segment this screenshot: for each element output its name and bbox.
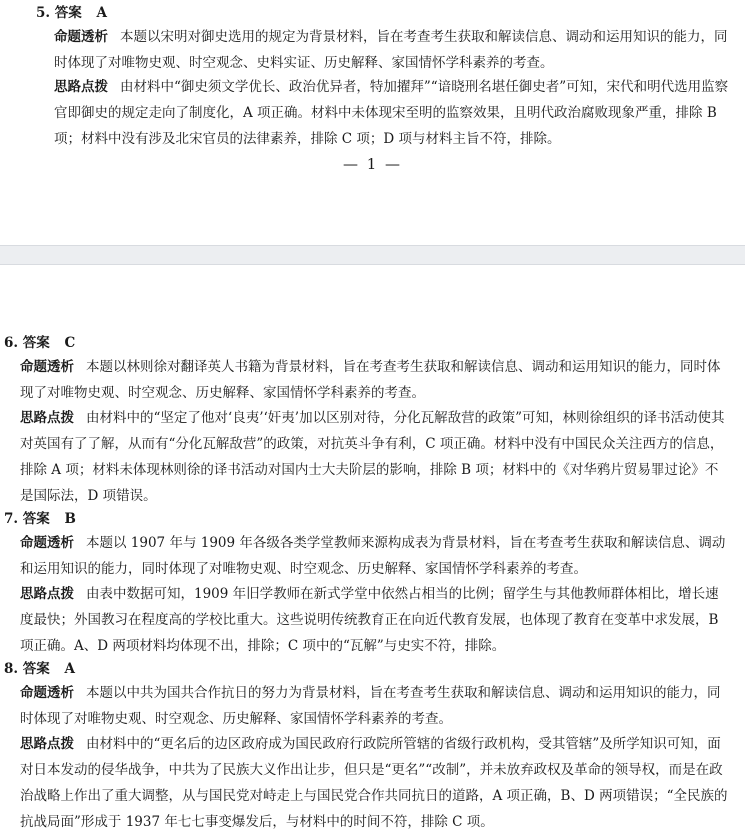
item-8-number: 8. [4, 661, 19, 677]
item-6-answer-label: 答案 [22, 335, 50, 351]
item-5-analysis-label: 命题透析 [54, 29, 108, 45]
item-5-answer-line [36, 2, 107, 24]
item-6-answer: C [64, 335, 76, 351]
item-8-analysis [20, 680, 728, 732]
item-6-analysis-text: 本题以林则徐对翻译英人书籍为背景材料，旨在考查考生获取和解读信息、调动和运用知识的能力，同时体现了对唯物史观、时空观念、历史解释、家国情怀学科素养的考查。 [20, 359, 721, 401]
item-7-hint [20, 581, 728, 659]
item-8-answer-line [4, 658, 75, 680]
item-7-analysis-label: 命题透析 [20, 535, 74, 551]
item-8-analysis-text: 本题以中共为国共合作抗日的努力为背景材料，旨在考查考生获取和解读信息、调动和运用知识的能力，同时体现了对唯物史观、时空观念、历史解释、家国情怀学科素养的考查。 [20, 685, 721, 727]
item-7-analysis [20, 530, 728, 582]
page-2 [0, 265, 745, 830]
item-6-hint [20, 405, 728, 509]
item-7-hint-text: 由表中数据可知，1909 年旧学教师在新式学堂中依然占相当的比例；留学生与其他教师群体相比，增长速度最快；外国教习在程度高的学校比重大。这些说明传统教育正在向近代教育发展，也体现了教育在变革中求发展，B 项正确。A、D 两项材料均体现不出，排除；C 项中的“瓦解”与史实不符，排除。 [20, 586, 719, 654]
page-separator [0, 245, 745, 265]
item-5-number: 5. [36, 5, 51, 21]
item-8-answer-label: 答案 [22, 661, 50, 677]
item-7-answer-label: 答案 [22, 511, 50, 527]
item-7-answer: B [64, 511, 76, 527]
item-6-analysis [20, 354, 728, 406]
item-5-hint [54, 74, 730, 152]
item-6-number: 6. [4, 335, 19, 351]
item-8-analysis-label: 命题透析 [20, 685, 74, 701]
item-7-number: 7. [4, 511, 19, 527]
item-6-answer-line [4, 332, 75, 354]
item-5-hint-label: 思路点拨 [54, 79, 108, 95]
item-8-hint-label: 思路点拨 [20, 736, 74, 752]
item-5-hint-text: 由材料中“御史须文学优长、政治优异者，特加擢拜”“谙晓刑名堪任御史者”可知，宋代和明代选用监察官即御史的规定走向了制度化，A 项正确。材料中未体现宋至明的监察效果，且明代政治腐败现象严重，排除 B 项；材料中没有涉及北宋官员的法律素养，排除 C 项；D 项与材料主旨不符，排除。 [54, 79, 729, 147]
item-5-answer: A [96, 5, 107, 21]
item-5-answer-label: 答案 [54, 5, 82, 21]
item-6-hint-label: 思路点拨 [20, 410, 74, 426]
item-6-hint-text: 由材料中的“坚定了他对‘良夷’‘奸夷’加以区别对待，分化瓦解敌营的政策”可知，林则徐组织的译书活动使其对英国有了了解，从而有“分化瓦解敌营”的政策，对抗英斗争有利，C 项正确。材料中没有中国民众关注西方的信息，排除 A 项；材料未体现林则徐的译书活动对国内士大夫阶层的影响，排除 B 项；材料中的《对华鸦片贸易罪过论》不是国际法，D 项错误。 [20, 410, 725, 504]
item-6-analysis-label: 命题透析 [20, 359, 74, 375]
item-8-hint-text: 由材料中的“更名后的边区政府成为国民政府行政院所管辖的省级行政机构，受其管辖”及所学知识可知，面对日本发动的侵华战争，中共为了民族大义作出让步，但只是“更名”“改制”，并未放弃政权及革命的领导权，而是在政治战略上作出了重大调整，从与国民党对峙走上与国民党合作共同抗日的道路，A 项正确，B、D 两项错误；“全民族的抗战局面”形成于 1937 年七七事变爆发后，与材料中的时间不符，排除 C 项。 [20, 736, 728, 830]
item-8-answer: A [64, 661, 75, 677]
item-7-answer-line [4, 508, 76, 530]
page-1 [0, 0, 745, 245]
item-7-analysis-text: 本题以 1907 年与 1909 年各级各类学堂教师来源构成表为背景材料，旨在考查考生获取和解读信息、调动和运用知识的能力，同时体现了对唯物史观、时空观念、历史解释、家国情怀学科素养的考查。 [20, 535, 726, 577]
page-number: — 1 — [342, 155, 403, 173]
item-8-hint [20, 731, 728, 835]
item-5-analysis-text: 本题以宋明对御史选用的规定为背景材料，旨在考查考生获取和解读信息、调动和运用知识的能力，同时体现了对唯物史观、时空观念、史料实证、历史解释、家国情怀学科素养的考查。 [54, 29, 728, 71]
item-7-hint-label: 思路点拨 [20, 586, 74, 602]
item-5-analysis [54, 24, 730, 76]
